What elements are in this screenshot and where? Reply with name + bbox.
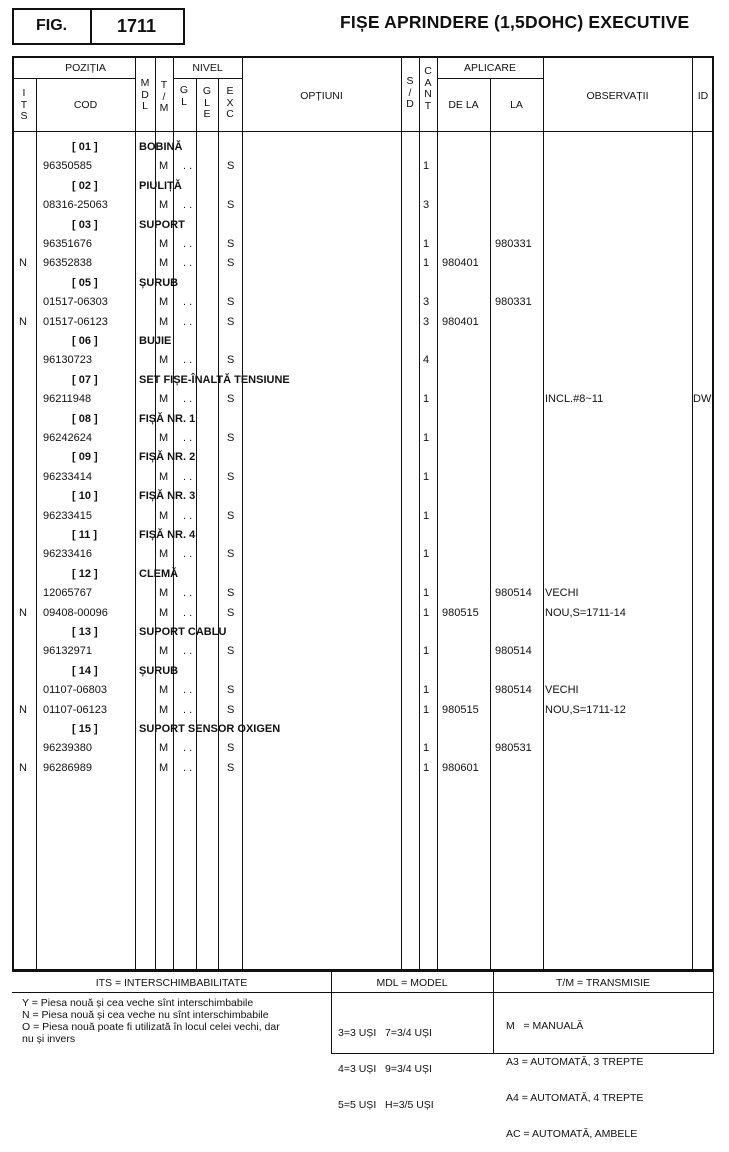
its-code: N bbox=[19, 761, 27, 774]
table-row bbox=[12, 544, 714, 563]
col-aplicare: APLICARE bbox=[464, 62, 516, 74]
table-row bbox=[12, 428, 714, 447]
table-body bbox=[12, 137, 714, 797]
quantity: 1 bbox=[423, 703, 430, 716]
part-code: 08316-25063 bbox=[43, 199, 108, 212]
position-number: [ 06 ] bbox=[72, 335, 98, 347]
part-group-name: BOBINĂ bbox=[139, 141, 183, 153]
its-code: N bbox=[19, 703, 27, 716]
group-row bbox=[12, 661, 714, 680]
col-id: ID bbox=[697, 90, 709, 102]
quantity: 1 bbox=[423, 432, 430, 444]
date-from: 980401 bbox=[442, 315, 479, 328]
its-code: N bbox=[19, 257, 27, 270]
position-number: [ 09 ] bbox=[72, 451, 98, 464]
group-row bbox=[12, 273, 714, 292]
exc-value: S bbox=[227, 238, 235, 250]
tm-value: M bbox=[159, 606, 169, 619]
part-code: 01517-06123 bbox=[43, 315, 108, 328]
position-number: [ 11 ] bbox=[72, 529, 98, 541]
exc-value: S bbox=[227, 432, 235, 444]
part-group-name: FIȘĂ NR. 1 bbox=[139, 412, 196, 425]
part-code: 09408-00096 bbox=[43, 606, 108, 619]
part-code: 96233415 bbox=[43, 509, 92, 522]
tm-value: M bbox=[159, 684, 169, 697]
exc-value: S bbox=[227, 257, 235, 270]
level-dots: . . bbox=[183, 257, 193, 270]
table-row bbox=[12, 312, 714, 331]
part-code: 96286989 bbox=[43, 761, 92, 774]
fig-label: FIG. bbox=[36, 17, 68, 34]
tm-value: M bbox=[159, 509, 169, 522]
table-row bbox=[12, 253, 714, 272]
tm-value: M bbox=[159, 470, 169, 483]
position-number: [ 05 ] bbox=[72, 276, 98, 289]
level-dots: . . bbox=[183, 160, 193, 173]
observation: NOU,S=1711-12 bbox=[545, 703, 626, 716]
exc-value: S bbox=[227, 509, 235, 522]
exc-value: S bbox=[227, 470, 235, 483]
position-number: [ 01 ] bbox=[72, 141, 98, 153]
level-dots: . . bbox=[183, 470, 193, 483]
group-row bbox=[12, 622, 714, 641]
part-code: 01107-06803 bbox=[43, 684, 108, 697]
level-dots: . . bbox=[183, 354, 193, 367]
col-observatii: OBSERVAȚII bbox=[586, 90, 649, 102]
table-row bbox=[12, 758, 714, 777]
col-gle: G L E bbox=[202, 85, 212, 120]
part-code: 01517-06303 bbox=[43, 296, 108, 309]
tm-value: M bbox=[159, 354, 169, 367]
nivel-underline bbox=[173, 78, 242, 79]
exc-value: S bbox=[227, 761, 235, 774]
pozitia-underline bbox=[12, 78, 135, 79]
quantity: 1 bbox=[423, 238, 430, 250]
part-group-name: FIȘĂ NR. 2 bbox=[139, 451, 196, 464]
tm-value: M bbox=[159, 238, 169, 250]
part-group-name: ȘURUB bbox=[139, 664, 179, 677]
exc-value: S bbox=[227, 587, 235, 600]
quantity: 3 bbox=[423, 199, 430, 212]
quantity: 1 bbox=[423, 548, 430, 561]
quantity: 1 bbox=[423, 393, 430, 406]
col-cant: C A N T bbox=[424, 65, 432, 112]
part-group-name: SUPORT CABLU bbox=[139, 626, 227, 638]
group-row bbox=[12, 525, 714, 544]
group-row bbox=[12, 370, 714, 389]
part-group-name: FIȘĂ NR. 4 bbox=[139, 529, 196, 541]
legend-its-list: Y = Piesa nouă și cea veche sînt interschimbabile N = Piesa nouă și cea veche nu sînt interschimbabile O = Piesa nouă poate fi utilizată în locul celei vechi, dar nu și invers bbox=[22, 997, 280, 1045]
group-row bbox=[12, 409, 714, 428]
group-row bbox=[12, 564, 714, 583]
its-code: N bbox=[19, 606, 27, 619]
part-code: 96242624 bbox=[43, 432, 92, 444]
legend-mdl-list: 3=3 UȘI 7=3/4 UȘI 4=3 UȘI 9=3/4 UȘI 5=5 UȘI H=3/5 UȘI bbox=[338, 1027, 434, 1111]
quantity: 1 bbox=[423, 645, 430, 658]
quantity: 1 bbox=[423, 257, 430, 270]
exc-value: S bbox=[227, 742, 235, 755]
position-number: [ 08 ] bbox=[72, 412, 98, 425]
position-number: [ 12 ] bbox=[72, 567, 98, 580]
position-number: [ 13 ] bbox=[72, 626, 98, 638]
tm-value: M bbox=[159, 199, 169, 212]
level-dots: . . bbox=[183, 432, 193, 444]
quantity: 3 bbox=[423, 315, 430, 328]
observation: INCL.#8~11 bbox=[545, 393, 604, 406]
position-number: [ 14 ] bbox=[72, 664, 98, 677]
position-number: [ 07 ] bbox=[72, 373, 98, 386]
col-mdl: M D L bbox=[140, 77, 150, 112]
col-pozitia: POZIȚIA bbox=[65, 62, 106, 74]
quantity: 1 bbox=[423, 761, 430, 774]
part-group-name: ȘURUB bbox=[139, 276, 179, 289]
part-code: 96350585 bbox=[43, 160, 92, 173]
quantity: 1 bbox=[423, 742, 430, 755]
col-de-la: DE LA bbox=[448, 99, 479, 111]
observation: VECHI bbox=[545, 587, 579, 600]
position-number: [ 15 ] bbox=[72, 723, 98, 735]
exc-value: S bbox=[227, 703, 235, 716]
level-dots: . . bbox=[183, 761, 193, 774]
part-group-name: FIȘĂ NR. 3 bbox=[139, 490, 196, 503]
date-from: 980515 bbox=[442, 703, 479, 716]
observation: VECHI bbox=[545, 684, 579, 697]
level-dots: . . bbox=[183, 645, 193, 658]
exc-value: S bbox=[227, 354, 235, 367]
header-bottom-line bbox=[12, 131, 714, 132]
table-row bbox=[12, 292, 714, 311]
legend-tm-list: M = MANUALĂ A3 = AUTOMATĂ, 3 TREPTE A4 = AUTOMATĂ, 4 TREPTE AC = AUTOMATĂ, AMBELE bbox=[506, 1020, 644, 1140]
its-code: N bbox=[19, 315, 27, 328]
level-dots: . . bbox=[183, 684, 193, 697]
quantity: 1 bbox=[423, 684, 430, 697]
part-code: 96352838 bbox=[43, 257, 92, 270]
col-optiuni: OPȚIUNI bbox=[300, 90, 343, 102]
date-to: 980331 bbox=[495, 296, 532, 309]
part-code: 96351676 bbox=[43, 238, 92, 250]
quantity: 1 bbox=[423, 606, 430, 619]
tm-value: M bbox=[159, 432, 169, 444]
level-dots: . . bbox=[183, 315, 193, 328]
table-row bbox=[12, 603, 714, 622]
date-from: 980601 bbox=[442, 761, 479, 774]
aplicare-underline bbox=[437, 78, 543, 79]
level-dots: . . bbox=[183, 548, 193, 561]
tm-value: M bbox=[159, 761, 169, 774]
page-title: FIȘE APRINDERE (1,5DOHC) EXECUTIVE bbox=[340, 12, 690, 32]
fig-number: 1711 bbox=[117, 16, 157, 36]
part-code: 01107-06123 bbox=[43, 703, 108, 716]
quantity: 3 bbox=[423, 296, 430, 309]
tm-value: M bbox=[159, 703, 169, 716]
col-nivel: NIVEL bbox=[192, 62, 223, 74]
date-from: 980401 bbox=[442, 257, 479, 270]
level-dots: . . bbox=[183, 199, 193, 212]
part-group-name: CLEMĂ bbox=[139, 567, 179, 580]
part-group-name: SUPORT bbox=[139, 218, 185, 231]
exc-value: S bbox=[227, 393, 235, 406]
table-row bbox=[12, 506, 714, 525]
tm-value: M bbox=[159, 257, 169, 270]
position-number: [ 10 ] bbox=[72, 490, 98, 503]
legend-tm-title: T/M = TRANSMISIE bbox=[555, 977, 651, 989]
tm-value: M bbox=[159, 315, 169, 328]
tm-value: M bbox=[159, 296, 169, 309]
legend-mdl-title: MDL = MODEL bbox=[376, 977, 448, 989]
level-dots: . . bbox=[183, 509, 193, 522]
part-code: 96211948 bbox=[43, 393, 92, 406]
exc-value: S bbox=[227, 606, 235, 619]
exc-value: S bbox=[227, 645, 235, 658]
part-code: 96132971 bbox=[43, 645, 92, 658]
quantity: 1 bbox=[423, 509, 430, 522]
date-from: 980515 bbox=[442, 606, 479, 619]
part-code: 12065767 bbox=[43, 587, 92, 600]
tm-value: M bbox=[159, 548, 169, 561]
tm-value: M bbox=[159, 393, 169, 406]
col-cod: COD bbox=[73, 99, 98, 111]
level-dots: . . bbox=[183, 393, 193, 406]
quantity: 1 bbox=[423, 587, 430, 600]
part-code: 96233416 bbox=[43, 548, 92, 561]
col-tm: T / M bbox=[159, 79, 169, 114]
level-dots: . . bbox=[183, 587, 193, 600]
table-row bbox=[12, 641, 714, 660]
col-exc: E X C bbox=[226, 85, 234, 120]
exc-value: S bbox=[227, 296, 235, 309]
table-row bbox=[12, 680, 714, 699]
legend-right-line bbox=[713, 971, 714, 1053]
table-row bbox=[12, 700, 714, 719]
part-code: 96239380 bbox=[43, 742, 92, 755]
exc-value: S bbox=[227, 315, 235, 328]
part-code: 96130723 bbox=[43, 354, 92, 367]
tm-value: M bbox=[159, 587, 169, 600]
tm-value: M bbox=[159, 742, 169, 755]
level-dots: . . bbox=[183, 296, 193, 309]
col-sd: S / D bbox=[406, 75, 414, 110]
group-row bbox=[12, 719, 714, 738]
col-its: I T S bbox=[20, 87, 28, 122]
exc-value: S bbox=[227, 548, 235, 561]
level-dots: . . bbox=[183, 238, 193, 250]
part-group-name: PIULIȚĂ bbox=[139, 179, 182, 192]
part-group-name: BUJIE bbox=[139, 335, 172, 347]
date-to: 980514 bbox=[495, 587, 532, 600]
legend-top-line bbox=[12, 971, 714, 972]
group-row bbox=[12, 137, 714, 156]
col-gl: G L bbox=[179, 84, 189, 108]
exc-value: S bbox=[227, 199, 235, 212]
quantity: 4 bbox=[423, 354, 430, 367]
table-row bbox=[12, 234, 714, 253]
table-row bbox=[12, 738, 714, 757]
col-la: LA bbox=[510, 99, 523, 111]
table-row bbox=[12, 156, 714, 175]
part-code: 96233414 bbox=[43, 470, 92, 483]
table-row bbox=[12, 350, 714, 369]
position-number: [ 02 ] bbox=[72, 179, 98, 192]
id-code: DW bbox=[693, 393, 712, 406]
level-dots: . . bbox=[183, 703, 193, 716]
level-dots: . . bbox=[183, 606, 193, 619]
exc-value: S bbox=[227, 684, 235, 697]
table-row bbox=[12, 467, 714, 486]
quantity: 1 bbox=[423, 160, 430, 173]
level-dots: . . bbox=[183, 742, 193, 755]
group-row bbox=[12, 176, 714, 195]
legend-title-line bbox=[12, 992, 714, 993]
date-to: 980514 bbox=[495, 645, 532, 658]
table-row bbox=[12, 389, 714, 408]
date-to: 980531 bbox=[495, 742, 532, 755]
exc-value: S bbox=[227, 160, 235, 173]
position-number: [ 03 ] bbox=[72, 218, 98, 231]
date-to: 980331 bbox=[495, 238, 532, 250]
table-row bbox=[12, 195, 714, 214]
part-group-name: SET FIȘE-ÎNALTĂ TENSIUNE bbox=[139, 373, 290, 386]
legend-its-title: ITS = INTERSCHIMBABILITATE bbox=[95, 977, 248, 989]
part-group-name: SUPORT SENSOR OXIGEN bbox=[139, 723, 281, 735]
tm-value: M bbox=[159, 160, 169, 173]
quantity: 1 bbox=[423, 470, 430, 483]
observation: NOU,S=1711-14 bbox=[545, 606, 626, 619]
table-row bbox=[12, 583, 714, 602]
group-row bbox=[12, 215, 714, 234]
group-row bbox=[12, 331, 714, 350]
date-to: 980514 bbox=[495, 684, 532, 697]
group-row bbox=[12, 486, 714, 505]
tm-value: M bbox=[159, 645, 169, 658]
group-row bbox=[12, 447, 714, 466]
